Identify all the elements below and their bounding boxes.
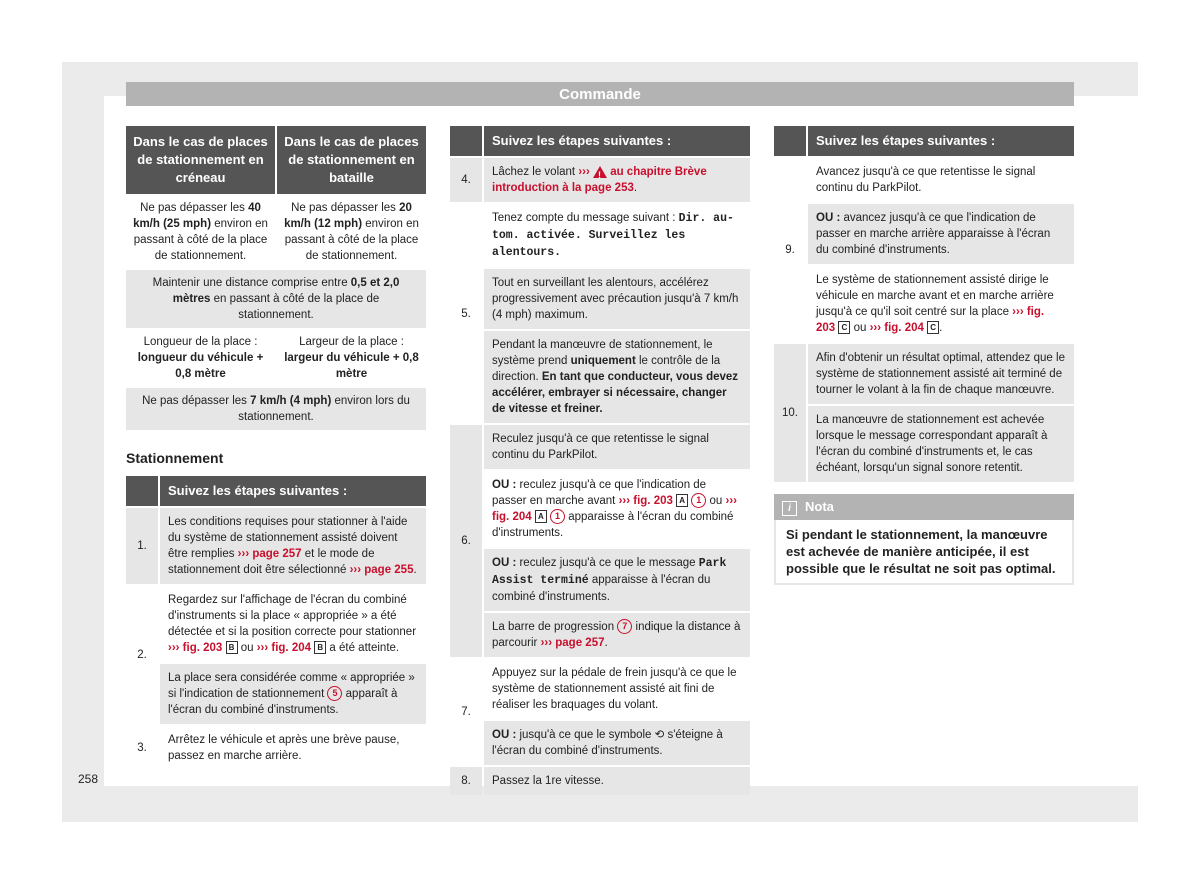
max-speed-row: Ne pas dépasser les 7 km/h (4 mph) environ lors du stationnement. xyxy=(126,388,426,430)
distance-row: Maintenir une distance comprise entre 0,5 et 2,0 mètres en passant à côté de la place de stationnement. xyxy=(126,270,426,328)
step-text: Arrêtez le véhicule et après une brève pause, passez en marche arrière. xyxy=(160,726,426,770)
width-cell: Largeur de la place : largeur du véhicule + 0,8 mètre xyxy=(277,330,426,386)
step-text: La place sera considérée comme « appropriée » si l'indication de stationnement 5 apparaît à l'écran du combiné d'instruments. xyxy=(160,664,426,724)
note-box xyxy=(774,494,1074,585)
figure-link[interactable]: ››› fig. 204 xyxy=(492,495,737,523)
indicator-number-icon: 5 xyxy=(327,686,342,701)
left-column xyxy=(126,126,426,770)
step-text: OU : avancez jusqu'à ce que l'indication de passer en marche arrière apparaisse à l'écran du combiné d'instruments. xyxy=(808,204,1074,264)
step-text: Les conditions requises pour stationner à l'aide du système de stationnement assisté doivent être remplies ››› page 257 et le mode de stationnement doit être sélectionné ››› page 255. xyxy=(160,508,426,584)
step-text: Lâchez le volant ››› ! au chapitre Brève introduction à la page 253. xyxy=(484,158,750,202)
step-text: Passez la 1re vitesse. xyxy=(484,767,750,795)
page-link[interactable]: ››› page 255 xyxy=(349,564,414,576)
steps-table-header: Suivez les étapes suivantes : xyxy=(126,476,426,506)
size-row xyxy=(126,330,426,386)
step-text: Tenez compte du message suivant : Dir. au-tom. activée. Surveillez les alentours. xyxy=(484,204,750,267)
steering-symbol-icon: ⟲ xyxy=(654,729,665,741)
steps-table-header: Suivez les étapes suivantes : xyxy=(774,126,1074,156)
step-text: Avancez jusqu'à ce que retentisse le signal continu du ParkPilot. xyxy=(808,158,1074,202)
page-number: 258 xyxy=(78,772,99,786)
indicator-number-icon: 7 xyxy=(617,619,632,634)
chapter-link[interactable]: au chapitre Brève introduction à la page 253 xyxy=(492,166,707,194)
page-link[interactable]: ››› page 257 xyxy=(237,548,302,560)
step-text: La manœuvre de stationnement est achevée lorsque le message correspondant apparaît à l'écran du combiné d'instruments et, le cas échéant, lorsqu'un signal sonore retentit. xyxy=(808,406,1074,482)
comparison-table-header xyxy=(126,126,426,194)
figure-link[interactable]: ››› fig. 203 xyxy=(618,495,673,507)
step-row: 9. Avancez jusqu'à ce que retentisse le signal continu du ParkPilot. OU : avancez jusqu'à ce que l'indication de passer en marche arrière apparaisse à l'écran du combiné d'instruments. Le système de stationnement assisté dirige le véhicule en marche avant et en marche arrière jusqu'à ce qu'il soit centré sur la place ››› fig. 203 C ou ››› fig. 204 C . xyxy=(774,158,1074,342)
subheading-stationnement: Stationnement xyxy=(126,450,224,466)
step-text: OU : reculez jusqu'à ce que le message Park Assist terminé apparaisse à l'écran du combiné d'instruments. xyxy=(484,549,750,611)
figure-link[interactable]: ››› fig. 203 xyxy=(168,642,223,654)
step-row: 10. Afin d'obtenir un résultat optimal, attendez que le système de stationnement assisté ait terminé de tourner le volant à la fin de chaque manœuvre. La manœuvre de stationnement est achevée lorsque le message correspondant apparaît à l'écran du combiné d'instruments et, le cas échéant, lorsqu'un signal sonore retentit. xyxy=(774,344,1074,482)
step-row: 1. Les conditions requises pour stationner à l'aide du système de stationnement assisté doivent être remplies ››› page 257 et le mode de stationnement doit être sélectionné ››› page 255. xyxy=(126,508,426,584)
speed-row xyxy=(126,196,426,268)
info-icon: i xyxy=(782,501,797,516)
figure-label-box: B xyxy=(314,641,326,654)
warning-triangle-icon xyxy=(593,166,607,178)
step-row: 5. Tenez compte du message suivant : Dir. au-tom. activée. Surveillez les alentours. Tout en surveillant les alentours, accélérez progressivement avec précaution jusqu'à 7 km/h (4 mph) maximum. Pendant la manœuvre de stationnement, le système prend uniquement le contrôle de la direction. En tant que conducteur, vous devez accélérer, embrayer si nécessaire, changer de vitesse et freiner. xyxy=(450,204,750,423)
step-row: 6. Reculez jusqu'à ce que retentisse le signal continu du ParkPilot. OU : reculez jusqu'à ce que l'indication de passer en marche avant ››› fig. 203 A 1 ou ››› fig. 204 A 1 apparaisse à l'écran du combiné d'instruments. OU : reculez jusqu'à ce que le message Park Assist terminé apparaisse à l'écran du combiné d'instruments. La barre de progression 7 indique la distance à parcourir ››› page 257. xyxy=(450,425,750,657)
step-text: OU : jusqu'à ce que le symbole ⟲ s'éteigne à l'écran du combiné d'instruments. xyxy=(484,721,750,765)
step-text: Tout en surveillant les alentours, accélérez progressivement avec précaution jusqu'à 7 km/h (4 mph) maximum. xyxy=(484,269,750,329)
step-row: 3. Arrêtez le véhicule et après une brève pause, passez en marche arrière. xyxy=(126,726,426,770)
step-text: Regardez sur l'affichage de l'écran du combiné d'instruments si la place « appropriée » a été détectée et si la position correcte pour stationner ››› fig. 203 B ou ››› fig. 204 B a été atteinte. xyxy=(160,586,426,662)
step-text: OU : reculez jusqu'à ce que l'indication de passer en marche avant ››› fig. 203 A 1 ou ››› fig. 204 A 1 apparaisse à l'écran du combiné d'instruments. xyxy=(484,471,750,547)
figure-link[interactable]: ››› fig. 204 xyxy=(869,322,924,334)
header-bay-parking: Dans le cas de places de stationnement en bataille xyxy=(277,126,426,194)
step-text: Le système de stationnement assisté dirige le véhicule en marche avant et en marche arrière jusqu'à ce qu'il soit centré sur la place ››› fig. 203 C ou ››› fig. 204 C . xyxy=(808,266,1074,342)
step-row: 7. Appuyez sur la pédale de frein jusqu'à ce que le système de stationnement assisté ait fini de réaliser les braquages du volant. OU : jusqu'à ce que le symbole ⟲ s'éteigne à l'écran du combiné d'instruments. xyxy=(450,659,750,765)
indicator-number-icon: 1 xyxy=(691,493,706,508)
steps-table-header: Suivez les étapes suivantes : xyxy=(450,126,750,156)
figure-link[interactable]: ››› fig. 204 xyxy=(256,642,312,654)
step-text: Afin d'obtenir un résultat optimal, attendez que le système de stationnement assisté ait terminé de tourner le volant à la fin de chaque manœuvre. xyxy=(808,344,1074,404)
middle-column xyxy=(450,126,750,795)
figure-link[interactable]: ››› fig. 203 xyxy=(816,306,1045,334)
speed-parallel: Ne pas dépasser les 40 km/h (25 mph) environ en passant à côté de la place de stationnement. xyxy=(126,196,275,268)
right-column xyxy=(774,126,1074,585)
figure-label-box: B xyxy=(226,641,238,654)
step-text: Appuyez sur la pédale de frein jusqu'à ce que le système de stationnement assisté ait fini de réaliser les braquages du volant. xyxy=(484,659,750,719)
step-row: 8. Passez la 1re vitesse. xyxy=(450,767,750,795)
step-row: 2. Regardez sur l'affichage de l'écran du combiné d'instruments si la place « appropriée » a été détectée et si la position correcte pour stationner ››› fig. 203 B ou ››› fig. 204 B a été atteinte. La place sera considérée comme « appropriée » si l'indication de stationnement 5 apparaît à l'écran du combiné d'instruments. xyxy=(126,586,426,724)
speed-bay: Ne pas dépasser les 20 km/h (12 mph) environ en passant à côté de la place de stationnement. xyxy=(277,196,426,268)
step-text: Reculez jusqu'à ce que retentisse le signal continu du ParkPilot. xyxy=(484,425,750,469)
indicator-number-icon: 1 xyxy=(550,509,565,524)
length-cell: Longueur de la place : longueur du véhicule + 0,8 mètre xyxy=(126,330,275,386)
step-row: 4. Lâchez le volant ››› ! au chapitre Brève introduction à la page 253. xyxy=(450,158,750,202)
step-text: Pendant la manœuvre de stationnement, le système prend uniquement le contrôle de la direction. En tant que conducteur, vous devez accélérer, embrayer si nécessaire, changer de vitesse et freiner. xyxy=(484,331,750,423)
header-parallel-parking: Dans le cas de places de stationnement en créneau xyxy=(126,126,275,194)
step-text: La barre de progression 7 indique la distance à parcourir ››› page 257. xyxy=(484,613,750,657)
section-title: Commande xyxy=(126,82,1074,106)
note-header: i Nota xyxy=(774,494,1074,520)
note-body: Si pendant le stationnement, la manœuvre est achevée de manière anticipée, il est possible que le résultat ne soit pas optimal. xyxy=(774,520,1074,585)
page-link[interactable]: ››› page 257 xyxy=(540,637,605,649)
